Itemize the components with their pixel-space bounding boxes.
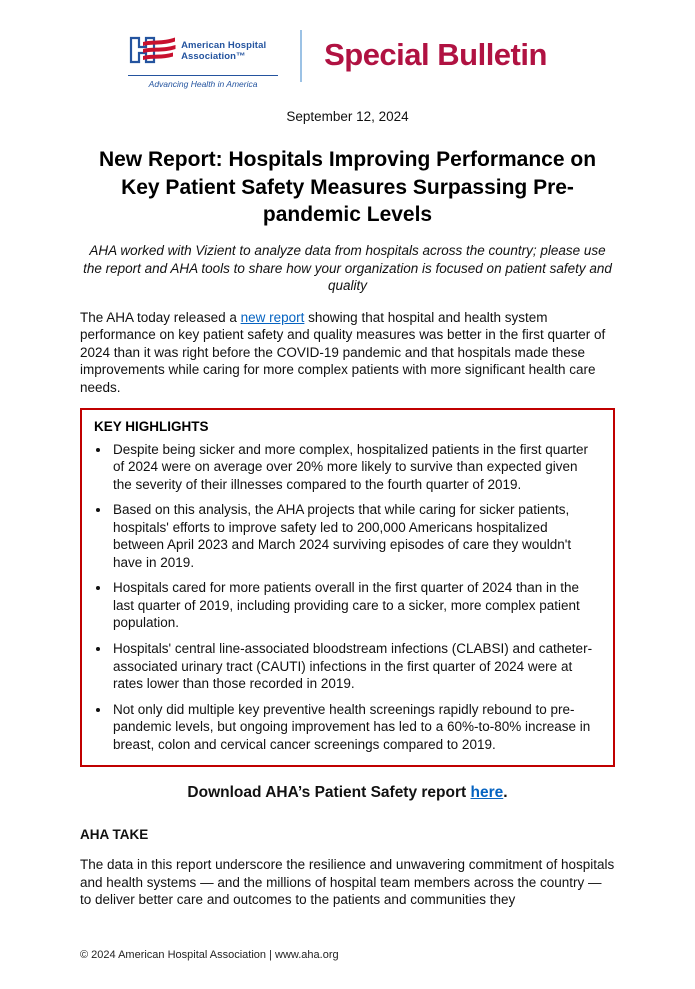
highlight-item: • Hospitals' central line-associated bloodstream infections (CLABSI) and catheter-associated urinary tract (CAUTI) infections in the first quarter of 2024 were at rates lower than those recorded in 2019. (111, 640, 599, 693)
download-line (80, 784, 615, 802)
header (60, 30, 615, 89)
headline: New Report: Hospitals Improving Performance on Key Patient Safety Measures Surpassing Pre-pandemic Levels (98, 148, 597, 227)
key-highlights-list (94, 441, 599, 754)
download-text-before: Download AHA’s Patient Safety report (187, 784, 471, 802)
subtitle: AHA worked with Vizient to analyze data from hospitals across the country; please use the report and AHA tools to share how your organization is focused on patient safety and quality (83, 243, 612, 294)
key-highlights-box (80, 408, 615, 768)
aha-take-heading: AHA TAKE (80, 827, 149, 843)
date-line: September 12, 2024 (286, 109, 409, 124)
intro-paragraph (80, 309, 615, 397)
bulletin-title: Special Bulletin (324, 37, 547, 72)
intro-text-before: The AHA today released a (80, 309, 241, 325)
brand-name-line2: Association™ (181, 51, 246, 63)
highlight-item: • Despite being sicker and more complex, hospitalized patients in the first quarter of 2024 were on average over 20% more likely to survive than expected given the severity of their illnesses compared to the fourth quarter of 2019. (111, 441, 599, 494)
header-divider (300, 30, 302, 82)
aha-h-flag-icon (128, 34, 176, 71)
brand-name-line1: American Hospital (181, 40, 267, 51)
brand-tagline: Advancing Health in America (148, 79, 258, 89)
highlight-item: • Hospitals cared for more patients overall in the first quarter of 2024 than in the last quarter of 2019, including providing care to a sicker, more complex patient population. (111, 579, 599, 632)
brand-rule (128, 75, 278, 76)
new-report-link[interactable]: new report (240, 309, 305, 325)
key-highlights-title: KEY HIGHLIGHTS (94, 418, 209, 434)
highlight-item: • Not only did multiple key preventive health screenings rapidly rebound to pre-pandemic levels, but ongoing improvement has led to a 60%-to-80% increase in breast, colon and cervical cancer screenings compared to 2019. (111, 701, 599, 754)
aha-logo (128, 30, 278, 89)
footer-copyright: © 2024 American Hospital Association | www.aha.org (80, 948, 339, 961)
intro-text-after: showing that hospital and health system performance on key patient safety and quality measures was better in the first quarter of 2024 than it was right before the COVID-19 pandemic and that hospitals made these improvements while caring for more complex patients with more significant health care needs. (80, 309, 606, 395)
download-here-link[interactable]: here (470, 784, 504, 802)
highlight-item: • Based on this analysis, the AHA projects that while caring for sicker patients, hospitals' efforts to improve safety led to 200,000 Americans hospitalized between April 2023 and March 2024 surviving episodes of care they wouldn't have in 2019. (111, 501, 599, 571)
brand-name (181, 34, 266, 63)
aha-take-paragraph: The data in this report underscore the resilience and unwavering commitment of hospitals and health systems — and the millions of hospital team members across the country — to deliver better care and outcomes to the patients and communities they (80, 857, 615, 908)
download-text-after: . (503, 784, 508, 802)
